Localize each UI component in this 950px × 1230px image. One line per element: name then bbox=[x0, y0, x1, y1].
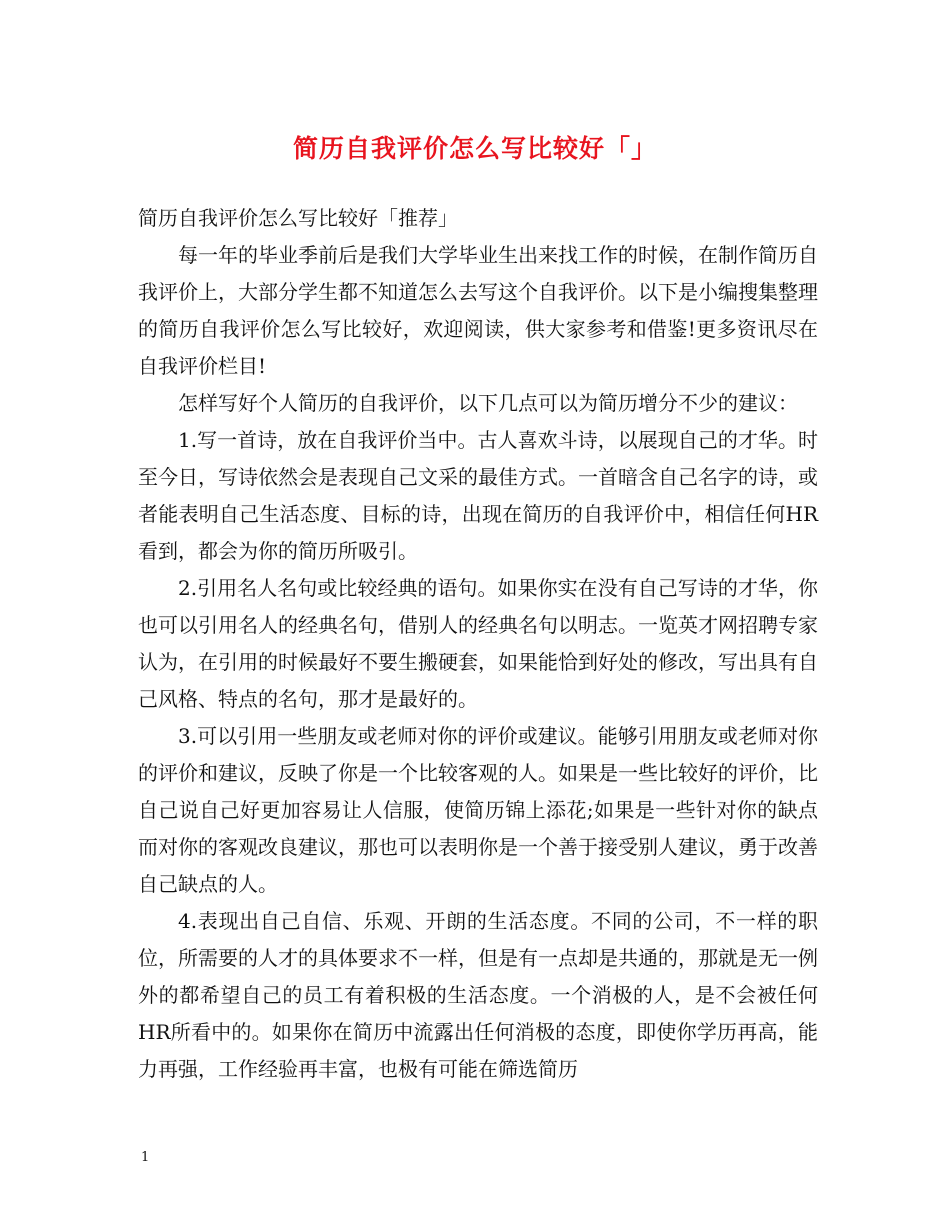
paragraph-tip-2: 2.引用名人名句或比较经典的语句。如果你实在没有自己写诗的才华，你也可以引用名人的经典名句，借别人的经典名句以明志。一览英才网招聘专家认为，在引用的时候最好不要生搬硬套，如果能恰到好处的修改，写出具有自己风格、特点的名句，那才是最好的。 bbox=[138, 576, 818, 711]
paragraph-lead: 怎样写好个人简历的自我评价，以下几点可以为简历增分不少的建议： bbox=[178, 391, 798, 415]
page-number: 1 bbox=[141, 1150, 150, 1165]
paragraph-tip-1: 1.写一首诗，放在自我评价当中。古人喜欢斗诗，以展现自己的才华。时至今日，写诗依然会是表现自己文采的最佳方式。一首暗含自己名字的诗，或者能表明自己生活态度、目标的诗，出现在简历的自我评价中，相信任何HR看到，都会为你的简历所吸引。 bbox=[138, 428, 818, 563]
paragraph-intro: 每一年的毕业季前后是我们大学毕业生出来找工作的时候，在制作简历自我评价上，大部分学生都不知道怎么去写这个自我评价。以下是小编搜集整理的简历自我评价怎么写比较好，欢迎阅读，供大家参考和借鉴!更多资讯尽在自我评价栏目! bbox=[138, 243, 818, 378]
document-title: 简历自我评价怎么写比较好「」 bbox=[292, 134, 657, 163]
document-subtitle: 简历自我评价怎么写比较好「推荐」 bbox=[138, 206, 458, 230]
paragraph-tip-3: 3.可以引用一些朋友或老师对你的评价或建议。能够引用朋友或老师对你的评价和建议，反映了你是一个比较客观的人。如果是一些比较好的评价，比自己说自己好更加容易让人信服，使简历锦上添花;如果是一些针对你的缺点而对你的客观改良建议，那也可以表明你是一个善于接受别人建议，勇于改善自己缺点的人。 bbox=[138, 724, 818, 896]
document-body bbox=[138, 200, 818, 1088]
paragraph-tip-4: 4.表现出自己自信、乐观、开朗的生活态度。不同的公司，不一样的职位，所需要的人才的具体要求不一样，但是有一点却是共通的，那就是无一例外的都希望自己的员工有着积极的生活态度。一个消极的人，是不会被任何HR所看中的。如果你在简历中流露出任何消极的态度，即使你学历再高，能力再强，工作经验再丰富，也极有可能在筛选简历 bbox=[138, 909, 818, 1081]
